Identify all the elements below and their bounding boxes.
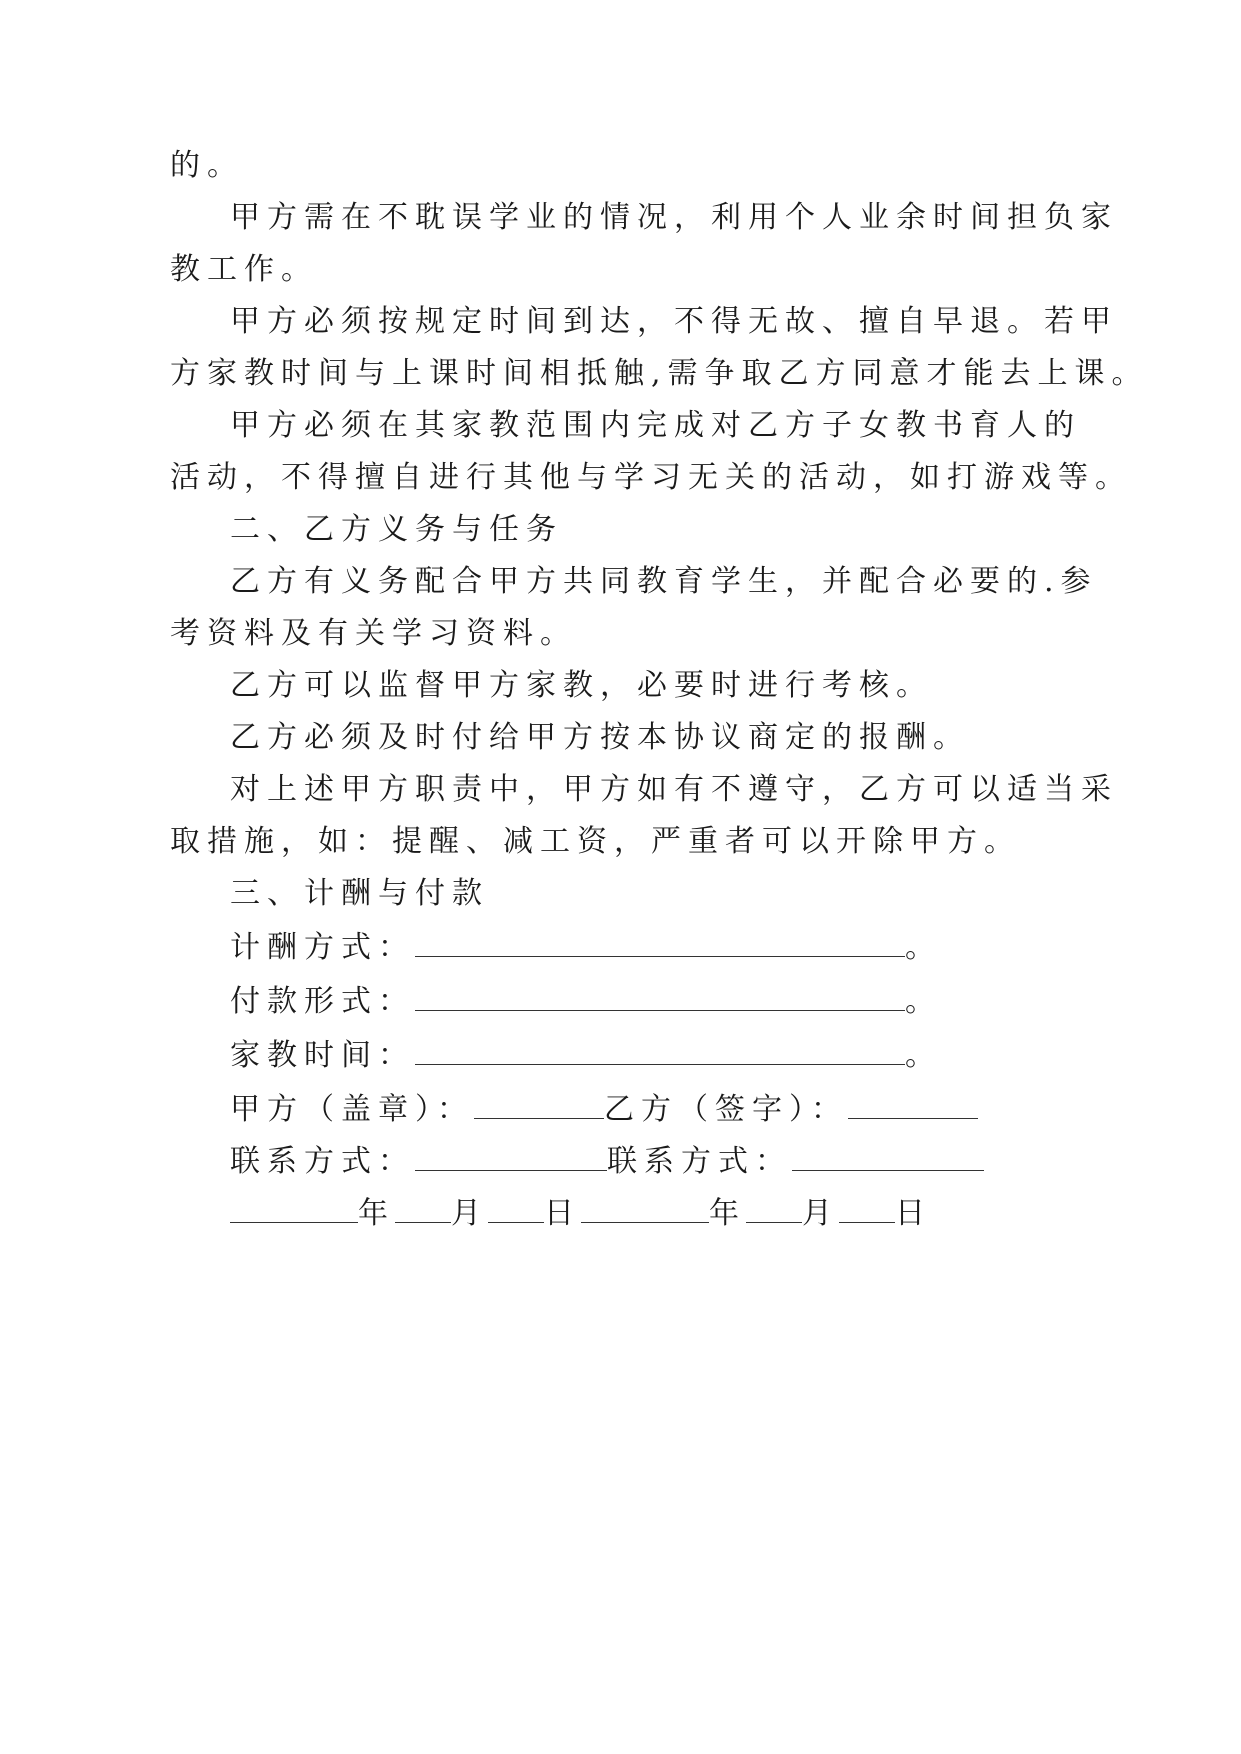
day-blank-b [839, 1194, 895, 1223]
month-label: 月 [451, 1196, 488, 1231]
tutor-time-blank [415, 1036, 905, 1065]
section-heading: 二、乙方义务与任务 [230, 512, 563, 547]
paragraph-line: 方家教时间与上课时间相抵触,需争取乙方同意才能去上课。 [170, 356, 1149, 391]
party-a-seal-label: 甲方（盖章）： [230, 1092, 474, 1127]
paragraph-line: 乙方可以监督甲方家教，必要时进行考核。 [230, 668, 933, 703]
paragraph-line: 乙方有义务配合甲方共同教育学生，并配合必要的.参 [230, 564, 1098, 599]
party-a-seal-blank [474, 1090, 604, 1119]
year-label: 年 [358, 1196, 395, 1231]
pay-form-label: 付款形式： [230, 984, 415, 1019]
contact-row [230, 1142, 984, 1182]
contact-a-blank [415, 1142, 607, 1171]
date-row [230, 1194, 932, 1234]
section-heading: 三、计酬与付款 [230, 876, 489, 911]
contact-a-label: 联系方式： [230, 1144, 415, 1179]
paragraph-line: 的。 [170, 148, 244, 183]
period-mark: 。 [905, 984, 942, 1019]
period-mark: 。 [905, 1038, 942, 1073]
pay-method-label: 计酬方式： [230, 930, 415, 965]
party-b-sign-label: 乙方（签字）： [604, 1092, 848, 1127]
day-label: 日 [544, 1196, 581, 1231]
paragraph-line: 教工作。 [170, 252, 318, 287]
paragraph-line: 活动，不得擅自进行其他与学习无关的活动，如打游戏等。 [170, 460, 1132, 495]
period-mark: 。 [905, 930, 942, 965]
paragraph-line: 对上述甲方职责中，甲方如有不遵守，乙方可以适当采 [230, 772, 1118, 807]
signature-row [230, 1090, 978, 1130]
tutor-time-label: 家教时间： [230, 1038, 415, 1073]
contact-b-blank [792, 1142, 984, 1171]
paragraph-line: 考资料及有关学习资料。 [170, 616, 577, 651]
pay-method-row [230, 928, 942, 968]
paragraph-line: 甲方必须按规定时间到达，不得无故、擅自早退。若甲 [230, 304, 1118, 339]
day-blank-a [488, 1194, 544, 1223]
day-label: 日 [895, 1196, 932, 1231]
pay-form-blank [415, 982, 905, 1011]
pay-form-row [230, 982, 942, 1022]
year-blank-a [230, 1194, 358, 1223]
month-label: 月 [802, 1196, 839, 1231]
pay-method-blank [415, 928, 905, 957]
year-label: 年 [709, 1196, 746, 1231]
party-b-sign-blank [848, 1090, 978, 1119]
month-blank-b [746, 1194, 802, 1223]
month-blank-a [395, 1194, 451, 1223]
paragraph-line: 甲方需在不耽误学业的情况，利用个人业余时间担负家 [230, 200, 1118, 235]
paragraph-line: 取措施，如：提醒、减工资，严重者可以开除甲方。 [170, 824, 1021, 859]
paragraph-line: 甲方必须在其家教范围内完成对乙方子女教书育人的 [230, 408, 1081, 443]
tutor-time-row [230, 1036, 942, 1076]
paragraph-line: 乙方必须及时付给甲方按本协议商定的报酬。 [230, 720, 970, 755]
year-blank-b [581, 1194, 709, 1223]
contact-b-label: 联系方式： [607, 1144, 792, 1179]
